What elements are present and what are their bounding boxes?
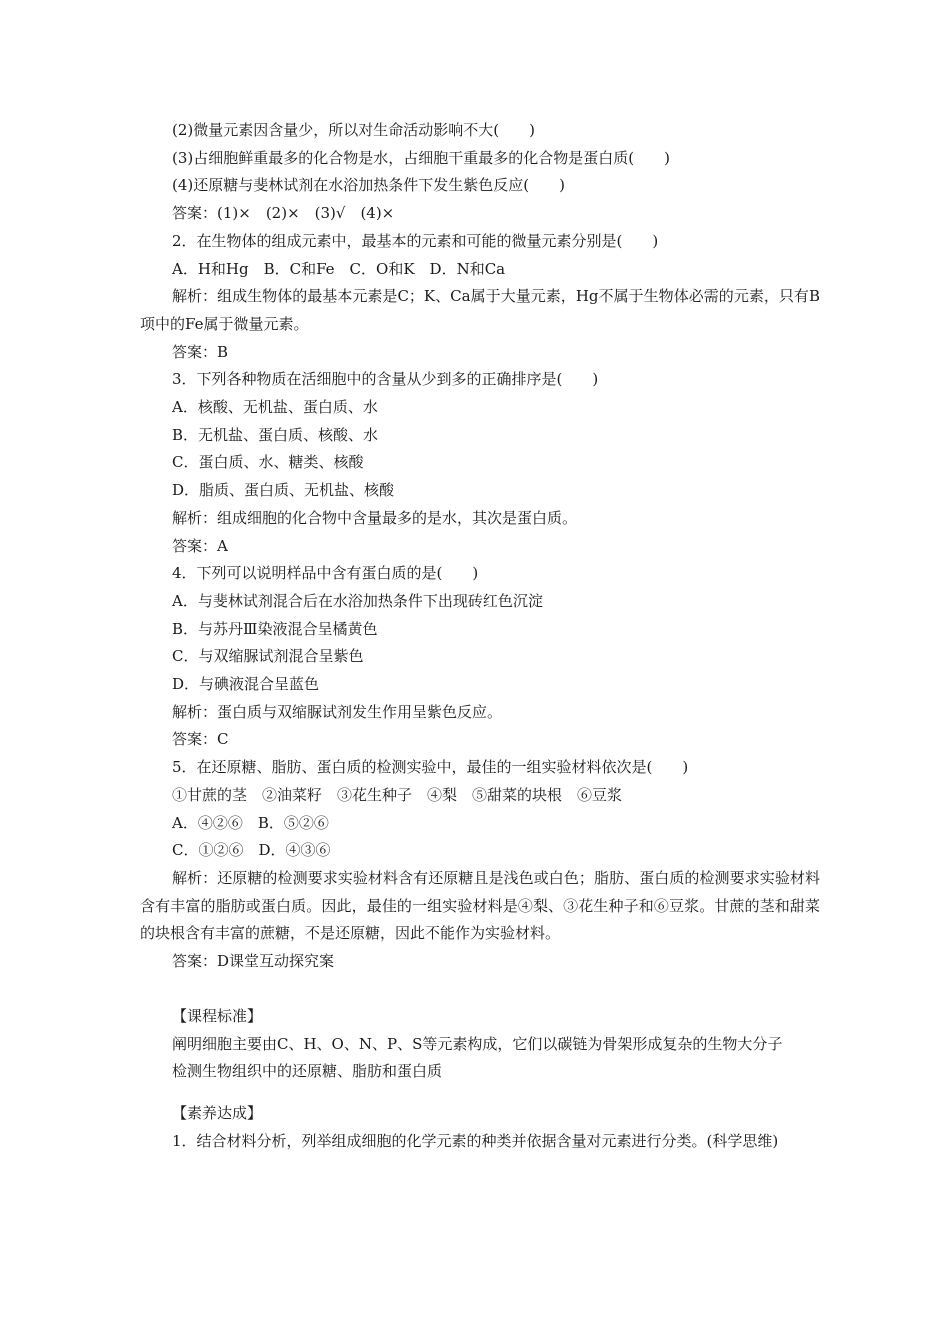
question-2-analysis: 解析：组成生物体的最基本元素是C；K、Ca属于大量元素，Hg不属于生物体必需的元素，只有B项中的Fe属于微量元素。 bbox=[140, 287, 820, 333]
question-4-option-a: A．与斐林试剂混合后在水浴加热条件下出现砖红色沉淀 bbox=[172, 591, 543, 610]
question-3-answer: 答案：A bbox=[172, 536, 228, 555]
question-3-option-b: B．无机盐、蛋白质、核酸、水 bbox=[172, 425, 379, 444]
question-5-analysis: 解析：还原糖的检测要求实验材料含有还原糖且是浅色或白色；脂肪、蛋白质的检测要求实验材料含有丰富的脂肪或蛋白质。因此，最佳的一组实验材料是④梨、③花生种子和⑥豆浆。甘蔗的茎和甜菜的块根含有丰富的蔗糖，不是还原糖，因此不能作为实验材料。 bbox=[140, 868, 820, 943]
literacy-heading: 【素养达成】 bbox=[172, 1103, 263, 1122]
question-3-stem: 3．下列各种物质在活细胞中的含量从少到多的正确排序是( ) bbox=[172, 370, 599, 389]
question-4-stem: 4．下列可以说明样品中含有蛋白质的是( ) bbox=[172, 564, 479, 583]
document-body bbox=[140, 117, 820, 1155]
question-1-item-3: (3)占细胞鲜重最多的化合物是水，占细胞干重最多的化合物是蛋白质( ) bbox=[172, 148, 670, 167]
curriculum-standard-item-2: 检测生物组织中的还原糖、脂肪和蛋白质 bbox=[172, 1062, 443, 1081]
question-5-options-ab: A．④②⑥ B．⑤②⑥ bbox=[172, 813, 329, 832]
question-1-item-2: (2)微量元素因含量少，所以对生命活动影响不大( ) bbox=[172, 121, 535, 139]
literacy-item-1: 1．结合材料分析，列举组成细胞的化学元素的种类并依据含量对元素进行分类。(科学思维) bbox=[172, 1131, 779, 1150]
question-4-answer: 答案：C bbox=[172, 730, 229, 749]
question-4-analysis: 解析：蛋白质与双缩脲试剂发生作用呈紫色反应。 bbox=[172, 702, 503, 721]
question-3-option-a: A．核酸、无机盐、蛋白质、水 bbox=[172, 398, 378, 417]
question-5-answer: 答案：D课堂互动探究案 bbox=[172, 952, 335, 971]
question-5-materials: ①甘蔗的茎 ②油菜籽 ③花生种子 ④梨 ⑤甜菜的块根 ⑥豆浆 bbox=[172, 785, 623, 804]
question-5-stem: 5．在还原糖、脂肪、蛋白质的检测实验中，最佳的一组实验材料依次是( ) bbox=[172, 758, 689, 777]
question-3-option-c: C．蛋白质、水、糖类、核酸 bbox=[172, 453, 364, 472]
question-2-answer: 答案：B bbox=[172, 342, 229, 361]
question-5-options-cd: C．①②⑥ D．④③⑥ bbox=[172, 841, 331, 860]
question-2-options: A．H和Hg B．C和Fe C．O和K D．N和Ca bbox=[172, 259, 506, 278]
question-2-stem: 2．在生物体的组成元素中，最基本的元素和可能的微量元素分别是( ) bbox=[172, 231, 659, 250]
question-3-option-d: D．脂质、蛋白质、无机盐、核酸 bbox=[172, 481, 395, 500]
section-gap bbox=[140, 1086, 820, 1100]
curriculum-standard-heading: 【课程标准】 bbox=[172, 1006, 263, 1025]
curriculum-standard-item-1: 阐明细胞主要由C、H、O、N、P、S等元素构成，它们以碳链为骨架形成复杂的生物大分子 bbox=[172, 1034, 783, 1053]
question-1-answer: 答案：(1)× (2)× (3)√ (4)× bbox=[172, 204, 395, 223]
question-4-option-c: C．与双缩脲试剂混合呈紫色 bbox=[172, 647, 364, 666]
section-gap bbox=[140, 976, 820, 1003]
question-4-option-b: B．与苏丹Ⅲ染液混合呈橘黄色 bbox=[172, 619, 378, 638]
question-3-analysis: 解析：组成细胞的化合物中含量最多的是水，其次是蛋白质。 bbox=[172, 508, 578, 527]
question-4-option-d: D．与碘液混合呈蓝色 bbox=[172, 675, 320, 694]
question-1-item-4: (4)还原糖与斐林试剂在水浴加热条件下发生紫色反应( ) bbox=[172, 176, 565, 195]
